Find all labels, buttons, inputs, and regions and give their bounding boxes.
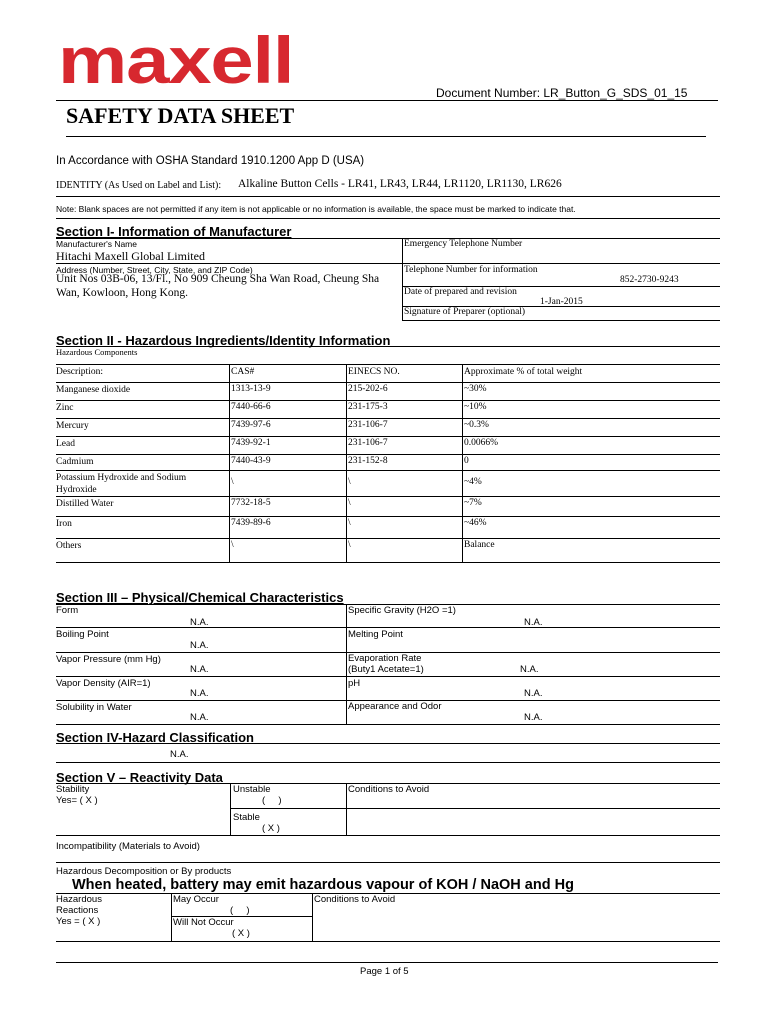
table-row-line	[56, 436, 720, 437]
hazardous-reactions-label-1: Hazardous	[56, 894, 102, 905]
boiling-point-label: Boiling Point	[56, 629, 109, 640]
table-cell-percent: ~4%	[464, 477, 482, 487]
maxell-logo: maxell	[58, 23, 294, 97]
boiling-point-value: N.A.	[190, 640, 209, 651]
s5-unstable-row-line	[230, 808, 720, 809]
hazardous-components-label: Hazardous Components	[56, 347, 138, 357]
s5-incompat-row-line	[56, 862, 720, 863]
table-cell-description: Others	[56, 541, 82, 551]
form-label: Form	[56, 605, 79, 616]
stable-label: Stable	[233, 812, 260, 823]
table-cell-cas: 7440-66-6	[231, 402, 271, 412]
s5-bottom-line	[56, 941, 720, 942]
appearance-label: Appearance and Odor	[348, 701, 442, 712]
incompatibility-label: Incompatibility (Materials to Avoid)	[56, 841, 200, 852]
address-line-1: Unit Nos 03B-06, 13/Fl., No 909 Cheung Sha Wan Road, Cheung Sha	[56, 273, 380, 285]
table-cell-cas: 7440-43-9	[231, 456, 271, 466]
table-header-einecs: EINECS NO.	[348, 367, 400, 377]
unstable-checkbox: ( )	[262, 795, 282, 806]
osha-statement: In Accordance with OSHA Standard 1910.1200 App D (USA)	[56, 155, 365, 167]
table-cell-description: Zinc	[56, 403, 74, 413]
manufacturer-name-label: Manufacturer's Name	[56, 239, 137, 249]
stable-checkbox: ( X )	[262, 823, 280, 834]
manufacturer-name-value: Hitachi Maxell Global Limited	[56, 249, 205, 263]
section5-title: Section V – Reactivity Data	[56, 770, 223, 785]
table-cell-einecs: \	[348, 540, 351, 550]
ph-label: pH	[348, 678, 361, 689]
title-divider	[66, 136, 706, 137]
table-cell-percent: ~0.3%	[464, 420, 489, 430]
will-not-occur-label: Will Not Occur	[173, 917, 234, 928]
table-cell-description: Manganese dioxide	[56, 385, 131, 395]
table-cell-description: Potassium Hydroxide and Sodium Hydroxide	[56, 473, 187, 495]
manufacturer-row-line	[56, 263, 720, 264]
note-divider-bottom	[56, 218, 720, 219]
s3-row-line-1	[56, 627, 720, 628]
phone-info-value: 852-2730-9243	[620, 275, 679, 285]
table-cell-einecs: \	[348, 477, 351, 487]
table-header-description: Description:	[56, 367, 103, 377]
table-cell-percent: ~30%	[464, 384, 487, 394]
s3-row-line-3	[56, 676, 720, 677]
table-row-line	[56, 418, 720, 419]
table-row-line	[56, 496, 720, 497]
table-cell-description: Mercury	[56, 421, 89, 431]
reactions-conditions-label: Conditions to Avoid	[314, 894, 396, 905]
vapor-pressure-value: N.A.	[190, 664, 209, 675]
section4-title: Section IV-Hazard Classification	[56, 730, 254, 745]
table-column-divider	[462, 364, 463, 562]
stability-yes: Yes= ( X )	[56, 795, 98, 806]
table-cell-einecs: \	[348, 518, 351, 528]
table-cell-cas: \	[231, 477, 234, 487]
signature-label: Signature of Preparer (optional)	[404, 307, 526, 317]
footer-divider	[56, 962, 718, 963]
specific-gravity-label: Specific Gravity (H2O =1)	[348, 605, 456, 616]
emergency-phone-label: Emergency Telephone Number	[404, 239, 523, 249]
section2-title: Section II - Hazardous Ingredients/Identity Information	[56, 333, 391, 348]
table-cell-einecs: 231-175-3	[348, 402, 388, 412]
section4-bottom-line	[56, 762, 720, 763]
s3-row-line-5	[56, 724, 720, 725]
note-divider-top	[56, 196, 720, 197]
s5-conditions-divider	[346, 783, 347, 835]
section3-title: Section III – Physical/Chemical Characteristics	[56, 590, 344, 605]
appearance-value: N.A.	[524, 712, 543, 723]
section1-title: Section I- Information of Manufacturer	[56, 224, 292, 239]
table-cell-percent: ~10%	[464, 402, 487, 412]
table-row-line	[56, 382, 720, 383]
form-value: N.A.	[190, 617, 209, 628]
may-occur-checkbox: ( )	[230, 905, 250, 916]
address-line-2: Wan, Kowloon, Hong Kong.	[56, 287, 188, 299]
table-cell-einecs: 231-106-7	[348, 420, 388, 430]
specific-gravity-value: N.A.	[524, 617, 543, 628]
section3-column-divider	[346, 604, 347, 724]
hazard-classification-value: N.A.	[170, 749, 189, 760]
blank-space-note: Note: Blank spaces are not permitted if any item is not applicable or no information is available, the space must be marked to indicate that.	[56, 204, 576, 214]
page-number: Page 1 of 5	[360, 966, 409, 977]
table-cell-einecs: 231-106-7	[348, 438, 388, 448]
table-row-line	[56, 454, 720, 455]
vapor-density-value: N.A.	[190, 688, 209, 699]
table-cell-cas: 1313-13-9	[231, 384, 271, 394]
table-cell-einecs: 231-152-8	[348, 456, 388, 466]
table-row-line	[56, 538, 720, 539]
solubility-value: N.A.	[190, 712, 209, 723]
table-cell-cas: 7439-89-6	[231, 518, 271, 528]
hazardous-reactions-yes: Yes = ( X )	[56, 916, 101, 927]
table-cell-percent: Balance	[464, 540, 495, 550]
date-label: Date of prepared and revision	[404, 287, 517, 297]
table-cell-cas: 7439-92-1	[231, 438, 271, 448]
may-occur-label: May Occur	[173, 894, 219, 905]
phone-info-label: Telephone Number for information	[404, 265, 538, 275]
identity-label: IDENTITY (As Used on Label and List):	[56, 180, 222, 191]
table-header-percent: Approximate % of total weight	[464, 367, 583, 377]
table-cell-einecs: \	[348, 498, 351, 508]
table-row-line	[56, 470, 720, 471]
vapor-density-label: Vapor Density (AIR=1)	[56, 678, 151, 689]
section2-top-line	[56, 346, 720, 347]
s5-stable-row-line	[56, 835, 720, 836]
table-cell-description: Distilled Water	[56, 499, 114, 509]
decomposition-value: When heated, battery may emit hazardous vapour of KOH / NaOH and Hg	[72, 877, 574, 893]
s5-reactions-divider	[171, 893, 172, 941]
hazardous-reactions-label-2: Reactions	[56, 905, 99, 916]
table-cell-description: Iron	[56, 519, 72, 529]
table-row-line	[56, 516, 720, 517]
document-number: Document Number: LR_Button_G_SDS_01_15	[436, 86, 688, 100]
table-cell-einecs: 215-202-6	[348, 384, 388, 394]
table-cell-percent: ~46%	[464, 518, 487, 528]
section4-top-line	[56, 743, 720, 744]
s5-stability-divider	[230, 783, 231, 835]
table-cell-percent: ~7%	[464, 498, 482, 508]
table-cell-cas: 7439-97-6	[231, 420, 271, 430]
solubility-label: Solubility in Water	[56, 702, 132, 713]
evaporation-rate-label: Evaporation Rate	[348, 653, 422, 664]
table-row-line	[56, 562, 720, 563]
address-label: Address (Number, Street, City, State, and ZIP Code)	[56, 265, 253, 275]
table-cell-cas: \	[231, 540, 234, 550]
section1-top-line	[56, 238, 720, 239]
stability-label: Stability	[56, 784, 90, 795]
table-cell-description: Cadmium	[56, 457, 94, 467]
identity-value: Alkaline Button Cells - LR41, LR43, LR44, LR1120, LR1130, LR626	[238, 178, 562, 190]
will-not-occur-checkbox: ( X )	[232, 928, 250, 939]
decomposition-label: Hazardous Decomposition or By products	[56, 866, 232, 877]
table-header-cas: CAS#	[231, 367, 255, 377]
evaporation-rate-value: N.A.	[520, 664, 539, 675]
date-value: 1-Jan-2015	[540, 297, 583, 307]
table-cell-cas: 7732-18-5	[231, 498, 271, 508]
page-title: SAFETY DATA SHEET	[66, 103, 295, 128]
vapor-pressure-label: Vapor Pressure (mm Hg)	[56, 654, 161, 665]
table-cell-percent: 0	[464, 456, 469, 466]
header-divider	[56, 100, 718, 101]
evaporation-rate-sublabel: (Buty1 Acetate=1)	[348, 664, 424, 675]
table-column-divider	[346, 364, 347, 562]
table-row-line	[56, 364, 720, 365]
melting-point-label: Melting Point	[348, 629, 403, 640]
table-cell-percent: 0.0066%	[464, 438, 499, 448]
conditions-to-avoid-label: Conditions to Avoid	[348, 784, 430, 795]
s5-reactions-conditions-divider	[312, 893, 313, 941]
table-row-line	[56, 400, 720, 401]
ph-value: N.A.	[524, 688, 543, 699]
unstable-label: Unstable	[233, 784, 271, 795]
section1-column-divider	[402, 238, 403, 320]
signature-row-line	[402, 320, 720, 321]
table-column-divider	[229, 364, 230, 562]
table-cell-description: Lead	[56, 439, 75, 449]
